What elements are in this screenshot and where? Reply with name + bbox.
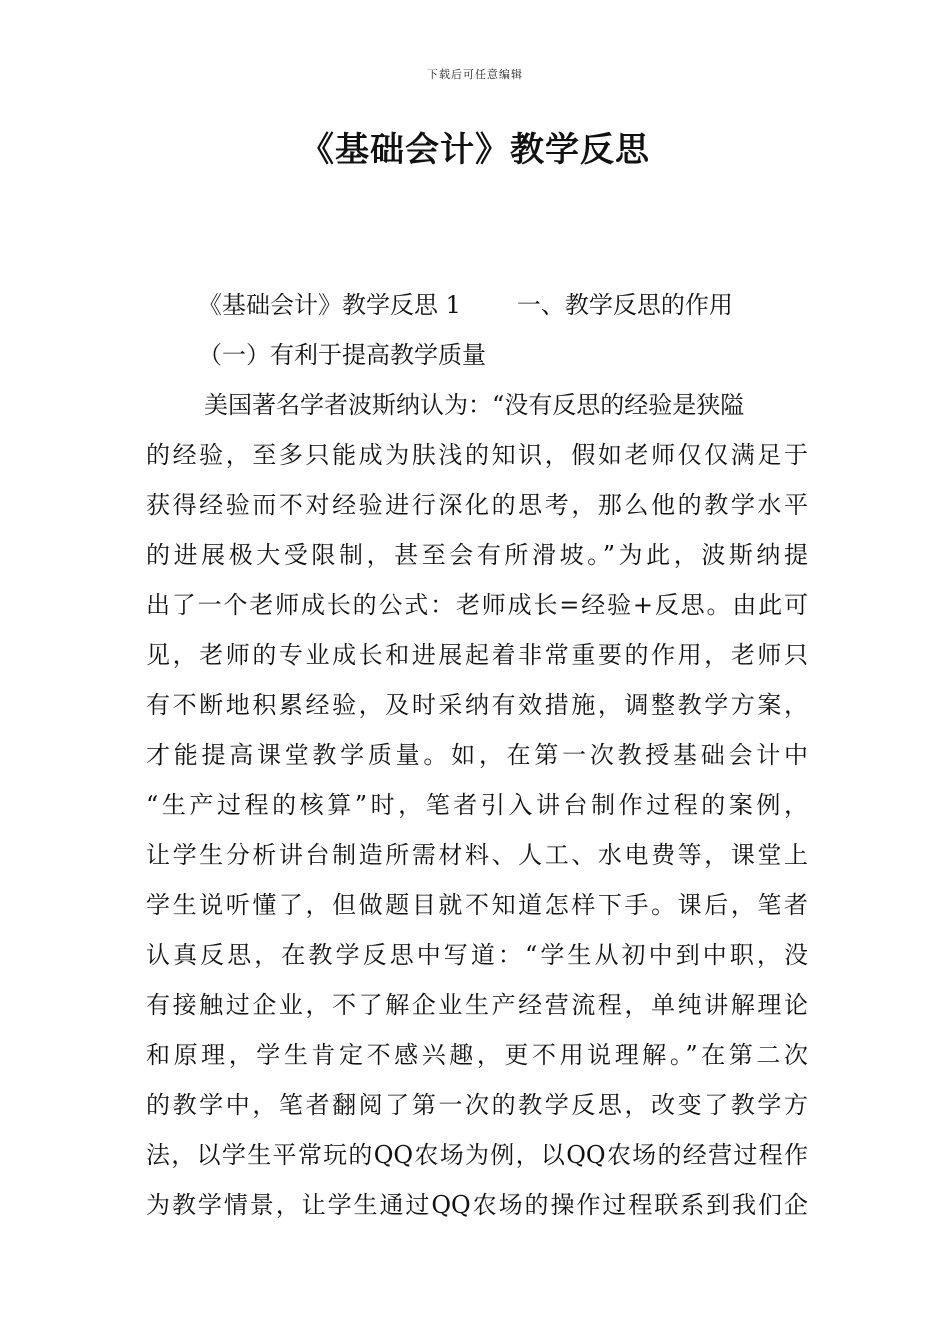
intro-line [146, 280, 808, 330]
paragraph-line: 学生说听懂了，但做题目就不知道怎样下手。课后，笔者 [146, 891, 808, 919]
paragraph-line: 和原理，学生肯定不感兴趣，更不用说理解。”在第二次 [146, 1041, 808, 1069]
paragraph-line: 有接触过企业，不了解企业生产经营流程，单纯讲解理论 [146, 991, 808, 1019]
paragraph-line: 出了一个老师成长的公式：老师成长=经验+反思。由此可 [146, 591, 808, 619]
paragraph-line: 美国著名学者波斯纳认为：“没有反思的经验是狭隘 [204, 391, 745, 419]
paragraph-line: 见，老师的专业成长和进展起着非常重要的作用，老师只 [146, 641, 808, 669]
intro-heading: 《基础会计》教学反思 1 [198, 291, 461, 319]
paragraph-line: 认真反思，在教学反思中写道：“学生从初中到中职，没 [146, 941, 808, 969]
paragraph-line: 法，以学生平常玩的QQ农场为例，以QQ农场的经营过程作 [146, 1141, 808, 1169]
paragraph-line: 的教学中，笔者翻阅了第一次的教学反思，改变了教学方 [146, 1091, 808, 1119]
paragraph-line: 获得经验而不对经验进行深化的思考，那么他的教学水平 [146, 491, 808, 519]
paragraph-line: 让学生分析讲台制造所需材料、人工、水电费等，课堂上 [146, 841, 808, 869]
document-title: 《基础会计》教学反思 [300, 130, 650, 170]
paragraph-line: 才能提高课堂教学质量。如，在第一次教授基础会计中 [146, 741, 808, 769]
paragraph-line: 的进展极大受限制，甚至会有所滑坡。”为此，波斯纳提 [146, 541, 808, 569]
subheading: （一）有利于提高教学质量 [198, 341, 486, 369]
paragraph-line: 有不断地积累经验，及时采纳有效措施，调整教学方案， [146, 691, 808, 719]
paragraph-line: 的经验，至多只能成为肤浅的知识，假如老师仅仅满足于 [146, 441, 808, 469]
header-note: 下载后可任意编辑 [427, 68, 523, 81]
document-body [146, 280, 808, 1230]
paragraph-line: 为教学情景，让学生通过QQ农场的操作过程联系到我们企 [146, 1191, 808, 1219]
section-heading: 一、教学反思的作用 [516, 291, 733, 319]
paragraph-line: “生产过程的核算”时，笔者引入讲台制作过程的案例， [146, 791, 808, 819]
